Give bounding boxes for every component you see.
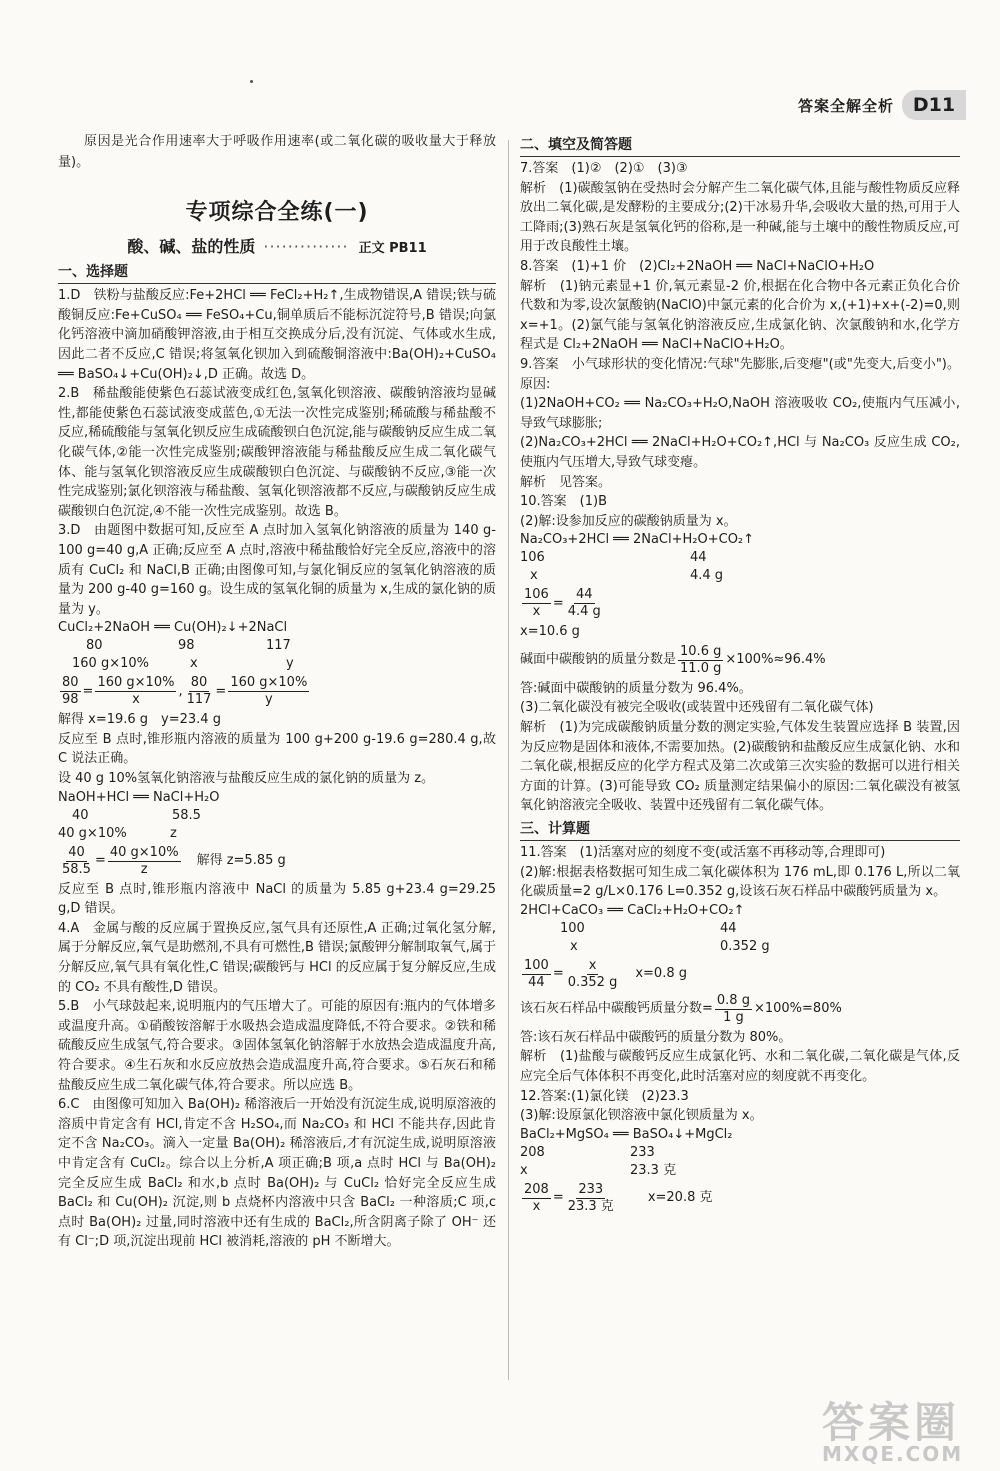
sub-title-text: 酸、碱、盐的性质 [127, 237, 256, 257]
pct10-num: 10.6 g [680, 643, 722, 659]
section-title: 专项综合全练(一) [185, 200, 369, 226]
answer-3-d: 设 40 g 10%氢氧化钠溶液与盐酸反应生成的氯化钠的质量为 z。 [58, 771, 435, 787]
answer-10-percentage [520, 644, 960, 677]
answer-10-result: x=10.6 g [520, 624, 580, 640]
pct11-num: 0.8 g [716, 992, 750, 1008]
proportion-4: $\frac{100}{44}$ = $\frac{x}{0.352 g}$ x=0.8 g [524, 957, 687, 990]
answer-7-analysis: 解析 (1)碳酸氢钠在受热时会分解产生二氧化碳气体,且能与酸性物质反应释放出二氧化碳,是发酵粉的主要成分;(2)干冰易升华,会吸收大量的热,可用于人工降雨;(3)熟石灰是氢氧化钙的俗称,是一种碱,能与土壤中的酸性物质反应,可用于改良酸性土壤。 [520, 180, 960, 255]
frac2-d2: z [140, 861, 148, 877]
eq2-m1: 40 [72, 807, 89, 823]
answer-3-e: 反应至 B 点时,锥形瓶内溶液中 NaCl 的质量为 5.85 g+23.4 g=29.25 g,D 错误。 [58, 881, 496, 917]
eq3-m2: 44 [690, 550, 707, 566]
stray-dot [250, 80, 253, 83]
equation-5 [520, 1126, 960, 1180]
frac5-d1: x [532, 1198, 541, 1214]
frac1-n4: 160 g×10% [230, 675, 308, 691]
part1-title: 一、选择题 [58, 261, 496, 284]
proportion-1: $\frac{80}{98}$ = $\frac{160 g\times 10\%}{x}$ , $\frac{80}{117}$ = $\frac{160 g\times 10\%}{y}$ [62, 675, 308, 708]
answer-9-analysis: 解析 见答案。 [520, 474, 612, 490]
frac1-d4: y [264, 692, 273, 708]
pct10-post: ×100%≈96.4% [725, 652, 826, 668]
answer-11-conclusion: 答:该石灰石样品中碳酸钙的质量分数为 80%。 [520, 1029, 792, 1045]
answer-3-intro: 3.D 由题图中数据可知,反应至 A 点时加入氢氧化钠溶液的质量为 140 g-100 g=40 g,A 正确;反应至 A 点时,溶液中稀盐酸恰好完全反应,溶液中的溶质有 CuCl₂ 和 NaCl,B 正确;由图像可知,与氯化铜反应的氢氧化钠溶液的质量为 200 g-40 g=160 g。设生成的氢氧化铜的质量为 x,生成的氯化钠的质量为 y。 [58, 523, 496, 617]
frac4-d2: 0.352 g [567, 974, 618, 990]
answer-9: 9.答案 小气球形状的变化情况:气球"先膨胀,后变瘪"(或"先变大,后变小")。原因: [520, 356, 960, 392]
eq3-v1: x [530, 568, 538, 584]
answer-10-conclusion: 答:碱面中碳酸钠的质量分数为 96.4%。 [520, 680, 752, 696]
eq3-m1: 106 [520, 550, 545, 566]
pct11-den: 1 g [723, 1009, 744, 1025]
frac2-d1: 58.5 [62, 861, 91, 877]
answer-11-analysis: 解析 (1)盐酸与碳酸钙反应生成氯化钙、水和二氧化碳,二氧化碳是气体,反应完全后气体体积不再变化,此时活塞对应的刻度就不再变化。 [520, 1049, 960, 1084]
frac2-n2: 40 g×10% [109, 844, 179, 860]
eq4-m2: 44 [720, 920, 737, 936]
part3-title: 三、计算题 [520, 818, 960, 841]
frac1-d2: x [132, 692, 140, 708]
answer-10-analysis: 解析 (1)为完成碳酸钠质量分数的测定实验,气体发生装置应选择 B 装置,因为反应物是固体和液体,不需要加热。(2)碳酸钠和盐酸反应生成氯化钠、水和二氧化碳,根据反应的化学方程式及第二次或第三次实验的数据可以进行相关方面的计算。(3)可能导致 CO₂ 质量测定结果偏小的原因:二氧化碳没有被氢氧化钠溶液完全吸收、装置中还残留有二氧化碳气体。 [520, 720, 960, 814]
frac3-n2: 44 [575, 587, 593, 603]
proportion-5: $\frac{208}{x}$ = $\frac{233}{\text{23.3 克}}$ x=20.8 克 [524, 1181, 713, 1214]
answer-2: 2.B 稀盐酸能使紫色石蕊试液变成红色,氢氧化钡溶液、碳酸钠溶液均显碱性,都能使紫色石蕊试液变成蓝色,①无法一次性完成鉴别;稀硫酸与稀盐酸不反应,稀硫酸能与氢氧化钡反应生成硫酸钡白色沉淀,能与碳酸钠反应生成二氧化碳气体,②能一次性完成鉴别;碳酸钾溶液能与稀盐酸反应生成二氧化碳气体、能与氢氧化钡溶液反应生成碳酸钡白色沉淀、与碳酸钠不反应,③能一次性完成鉴别;氯化钡溶液与稀盐酸、氢氧化钡溶液都不反应,与碳酸钠反应生成碳酸钡白色沉淀,④不能一次性完成鉴别。故选 B。 [58, 386, 496, 519]
frac1-d3: 117 [186, 692, 212, 708]
eq1-m1: 80 [86, 638, 103, 654]
eq2-m2: 58.5 [172, 807, 201, 823]
sub-title [58, 234, 496, 257]
watermark-logo: 答案圈 [822, 1398, 961, 1447]
frac4-result: x=0.8 g [635, 966, 687, 982]
eq2-v1: 40 g×10% [58, 825, 127, 841]
frac5-n2: 233 [578, 1181, 604, 1197]
answer-10-3: (3)二氧化碳没有被完全吸收(或装置中还残留有二氧化碳气体) [520, 700, 874, 716]
frac1-d1: 98 [62, 692, 79, 708]
eq3-formula: Na₂CO₃+2HCl ══ 2NaCl+H₂O+CO₂↑ [520, 532, 755, 548]
frac4-n2: x [588, 957, 597, 973]
answer-10: 10.答案 (1)B [520, 494, 608, 510]
answer-11: 11.答案 (1)活塞对应的刻度不变(或活塞不再移动等,合理即可) [520, 845, 886, 861]
answer-7: 7.答案 (1)② (2)① (3)③ [520, 161, 688, 176]
answer-12-setup: (3)解:设原氯化钡溶液中氯化钡质量为 x。 [520, 1108, 763, 1124]
frac1-n1: 80 [62, 675, 79, 691]
answer-11-setup: (2)解:根据表格数据可知生成二氧化碳体积为 176 mL,即 0.176 L,所以二氧化碳质量=2 g/L×0.176 L=0.352 g,设该石灰石样品中碳酸钙质量为 x。 [520, 864, 960, 900]
answer-1: 1.D 铁粉与盐酸反应:Fe+2HCl ══ FeCl₂+H₂↑,生成物错误,A 错误;铁与硫酸铜反应:Fe+CuSO₄ ══ FeSO₄+Cu,铜单质后不能标沉淀符号,B 错误;向氯化钙溶液中滴加硝酸钾溶液,由于相互交换成分后,没有沉淀、气体或水生成,因此二者不反应,C 错误;将氢氧化钡加入到硫酸铜溶液中:Ba(OH)₂+CuSO₄ ══ BaSO₄↓+Cu(OH)₂↓,D 正确。故选 D。 [58, 288, 496, 382]
part2-title: 二、填空及简答题 [520, 134, 960, 157]
answer-11-percentage [520, 993, 960, 1026]
answer-9-2: (2)Na₂CO₃+2HCl ══ 2NaCl+H₂O+CO₂↑,HCl 与 Na₂CO₃ 反应生成 CO₂,使瓶内气压增大,导致气球变瘪。 [520, 435, 960, 470]
eq2-v2: z [170, 825, 177, 841]
answer-6: 6.C 由图像可知加入 Ba(OH)₂ 稀溶液后一开始没有沉淀生成,说明原溶液的溶质中肯定含有 HCl,肯定不含 H₂SO₄,而 Na₂CO₃ 和 HCl 不能共存,因此肯定不含 Na₂CO₃。滴入一定量 Ba(OH)₂ 稀溶液后,才有沉淀生成,说明原溶液中肯定含有 CuCl₂。综合以上分析,A 项正确;B 项,a 点时 HCl 与 Ba(OH)₂ 完全反应生成 BaCl₂ 和水,b 点时 Ba(OH)₂ 与 CuCl₂ 恰好完全反应生成 BaCl₂ 和 Cu(OH)₂ 沉淀,则 b 点烧杯内溶液中只含 BaCl₂ 一种溶质;C 项,c 点时 Ba(OH)₂ 过量,同时溶液中还有生成的 BaCl₂,所含阴离子除了 OH⁻ 还有 Cl⁻;D 项,沉淀出现前 HCl 被消耗,溶液的 pH 不断增大。 [58, 1097, 496, 1250]
eq1-v2: x [190, 656, 198, 672]
pct10-den: 11.0 g [680, 660, 722, 676]
eq5-v1: x [520, 1162, 528, 1178]
left-column [58, 132, 496, 1252]
equation-3 [520, 531, 960, 585]
answer-9-1: (1)2NaOH+CO₂ ══ Na₂CO₃+H₂O,NaOH 溶液吸收 CO₂,使瓶内气压减小,导致气球膨胀; [520, 396, 960, 431]
frac5-d2: 23.3 克 [567, 1198, 614, 1214]
eq5-m2: 233 [630, 1144, 655, 1160]
answer-4: 4.A 金属与酸的反应属于置换反应,氢气具有还原性,A 正确;过氧化氢分解,属于分解反应,氧气是助燃剂,不具有可燃性,B 错误;氯酸钾分解制取氧气,属于分解反应,氧气具有氧化性,C 错误;碳酸钙与 HCl 的反应属于复分解反应,生成的 CO₂ 不具有酸性,D 错误。 [58, 920, 496, 995]
frac4-d1: 44 [528, 974, 545, 990]
page-number-badge: D11 [902, 90, 966, 120]
watermark-url: MXQE.COM [822, 1442, 964, 1466]
right-column [520, 132, 960, 1217]
eq3-v2: 4.4 g [690, 568, 724, 584]
answer-5: 5.B 小气球鼓起来,说明瓶内的气压增大了。可能的原因有:瓶内的气体增多或温度升高。①硝酸铵溶解于水吸热会造成温度降低,不符合要求。②铁和稀硫酸反应生成氢气,符合要求。③固体氢氧化钠溶解于水放热会造成温度升高,符合要求。④生石灰和水反应放热会造成温度升高,符合要求。⑤石灰石和稀盐酸反应生成二氧化碳气体,符合要求。所以应选 B。 [58, 999, 496, 1093]
eq5-v2: 23.3 克 [630, 1162, 677, 1178]
equation-1 [58, 619, 496, 673]
frac5-result: x=20.8 克 [647, 1190, 713, 1206]
frac3-d2: 4.4 g [567, 604, 601, 620]
frac4-n1: 100 [524, 957, 549, 973]
eq1-m3: 117 [266, 638, 291, 654]
pct11-label: 该石灰石样品中碳酸钙质量分数= [520, 1001, 713, 1017]
eq4-formula: 2HCl+CaCO₃ ══ CaCl₂+H₂O+CO₂↑ [520, 902, 745, 918]
answer-10-setup: (2)解:设参加反应的碳酸钠质量为 x。 [520, 513, 737, 529]
header-label: 答案全解全析 [798, 97, 895, 115]
pct11-post: ×100%=80% [753, 1001, 842, 1017]
sub-title-dots: ·············· [263, 237, 349, 257]
equation-2 [58, 789, 496, 843]
frac1-n3: 80 [190, 675, 208, 691]
intro-text: 原因是光合作用速率大于呼吸作用速率(或二氧化碳的吸收量大于释放量)。 [58, 134, 496, 170]
eq1-v1: 160 g×10% [72, 656, 149, 672]
eq2-formula: NaOH+HCl ══ NaCl+H₂O [58, 789, 220, 805]
proportion-3: $\frac{106}{x}$ = $\frac{44}{4.4 g}$ [524, 587, 601, 620]
sub-title-ref: 正文 PB11 [358, 241, 427, 257]
answer-8-analysis: 解析 (1)钠元素显+1 价,氧元素显-2 价,根据在化合物中各元素正负化合价代数和为零,设次氯酸钠(NaClO)中氯元素的化合价为 x,(+1)+x+(-2)=0,则 x=+1。(2)氯气能与氢氧化钠溶液反应,生成氯化钠、次氯酸钠和水,化学方程式是 Cl₂+2NaOH ══ NaCl+NaClO+H₂O。 [520, 278, 960, 353]
eq5-formula: BaCl₂+MgSO₄ ══ BaSO₄↓+MgCl₂ [520, 1126, 733, 1142]
frac1-n2: 160 g×10% [97, 675, 175, 691]
pct10-label: 碱面中碳酸钠的质量分数是 [520, 652, 677, 668]
eq1-v3: y [286, 656, 294, 672]
frac5-n1: 208 [524, 1181, 549, 1197]
answer-12: 12.答案:(1)氯化镁 (2)23.3 [520, 1088, 689, 1104]
column-divider [508, 140, 509, 1380]
answer-3-solve: 解得 x=19.6 g y=23.4 g [58, 712, 221, 728]
eq1-m2: 98 [178, 638, 195, 654]
frac2-n1: 40 [68, 844, 85, 860]
equation-4 [520, 902, 960, 956]
eq4-m1: 100 [560, 920, 585, 936]
frac2-result: 解得 z=5.85 g [196, 853, 286, 869]
frac3-d1: x [532, 604, 541, 620]
answer-8: 8.答案 (1)+1 价 (2)Cl₂+2NaOH ══ NaCl+NaClO+H₂O [520, 258, 875, 274]
eq5-m1: 208 [520, 1144, 545, 1160]
answer-3-c: 反应至 B 点时,锥形瓶内溶液的质量为 100 g+200 g-19.6 g=280.4 g,故 C 说法正确。 [58, 731, 496, 767]
frac3-n1: 106 [524, 587, 549, 603]
proportion-2: $\frac{40}{58.5}$ = $\frac{40 g\times 10\%}{z}$ 解得 z=5.85 g [62, 844, 286, 877]
eq4-v1: x [570, 938, 578, 954]
eq1-formula: CuCl₂+2NaOH ══ Cu(OH)₂↓+2NaCl [58, 620, 288, 636]
eq4-v2: 0.352 g [720, 938, 770, 954]
